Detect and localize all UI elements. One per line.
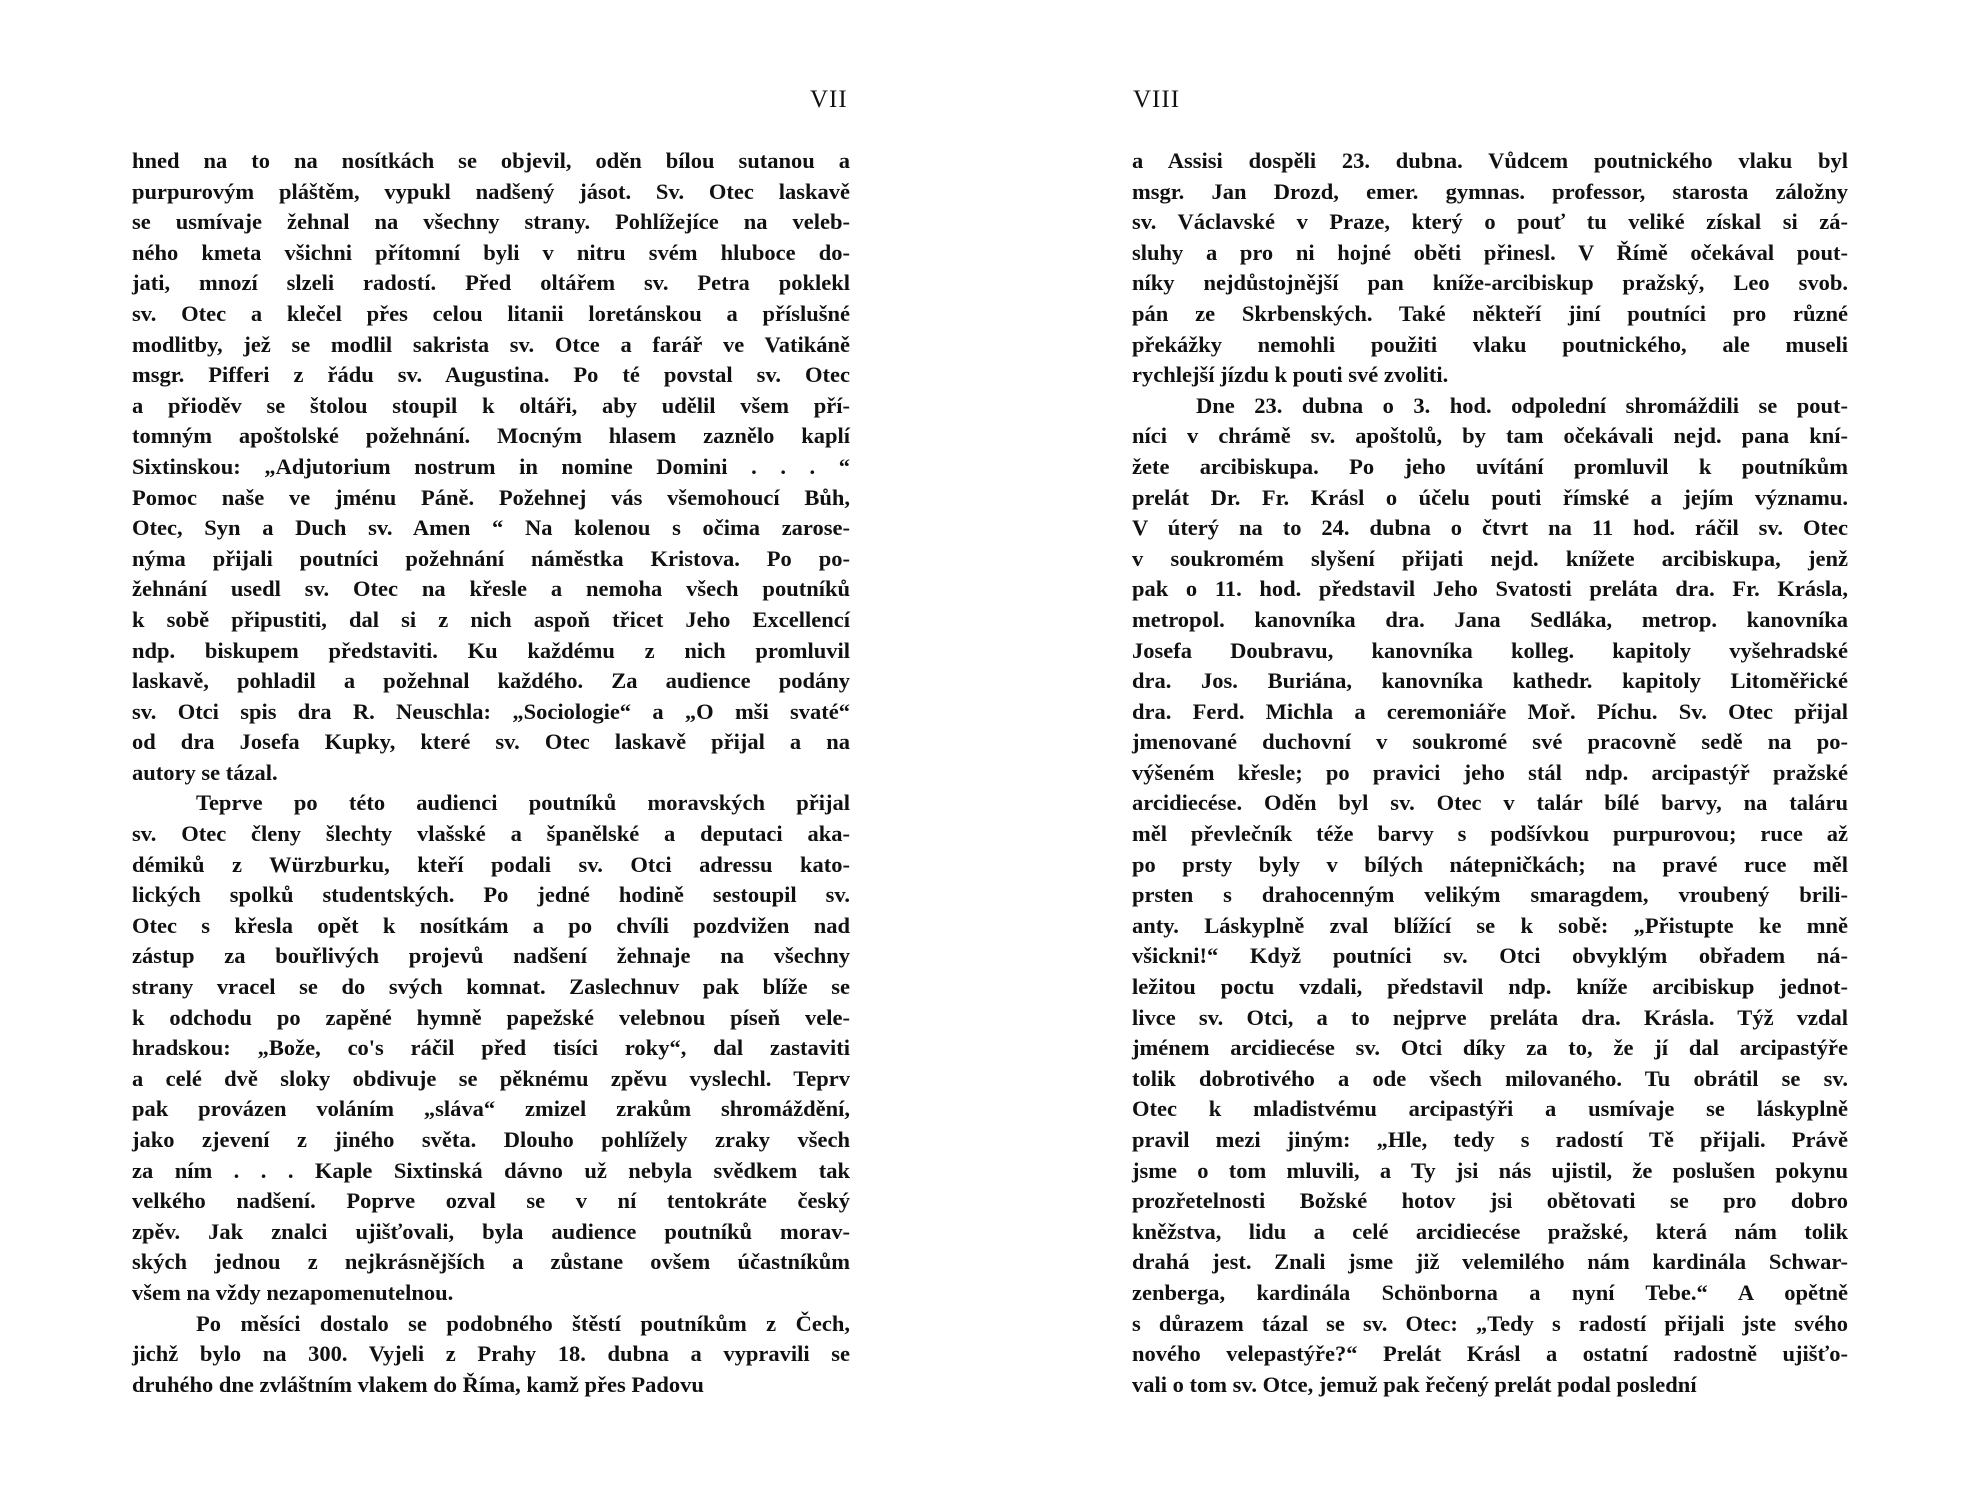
text-line: měl převlečník téže barvy s podšívkou purpurovou; ruce až <box>1132 821 1848 847</box>
text-line: jichž bylo na 300. Vyjeli z Prahy 18. dubna a vypravili se <box>132 1341 850 1367</box>
text-line: vali o tom sv. Otce, jemuž pak řečený prelát podal poslední <box>1132 1371 1697 1397</box>
text-line: dra. Jos. Buriána, kanovníka kathedr. kapitoly Litoměřické <box>1132 668 1848 694</box>
text-line: zástup za bouřlivých projevů nadšení žehnaje na všechny <box>132 943 850 969</box>
text-line: jménem arcidiecése sv. Otci díky za to, že jí dal arcipastýře <box>1132 1035 1848 1061</box>
text-line: msgr. Pifferi z řádu sv. Augustina. Po té povstal sv. Otec <box>132 362 850 388</box>
text-line: sv. Václavské v Praze, který o pouť tu veliké získal si zá- <box>1132 209 1848 235</box>
text-line: a celé dvě sloky obdivuje se pěknému zpěvu vyslechl. Teprv <box>132 1065 850 1091</box>
text-line: níky nejdůstojnější pan kníže-arcibiskup pražský, Leo svob. <box>1132 270 1848 296</box>
text-line: ndp. biskupem představiti. Ku každému z nich promluvil <box>132 637 850 663</box>
text-line: po prsty byly v bílých nátepničkách; na pravé ruce měl <box>1132 851 1848 877</box>
text-line: zpěv. Jak znalci ujišťovali, byla audience poutníků morav- <box>132 1218 850 1244</box>
text-line: msgr. Jan Drozd, emer. gymnas. professor, starosta záložny <box>1132 178 1848 204</box>
text-line: k sobě připustiti, dal si z nich aspoň třicet Jeho Excellencí <box>132 606 850 632</box>
text-line: Dne 23. dubna o 3. hod. odpolední shromáždili se pout- <box>1196 392 1848 418</box>
text-line: se usmívaje žehnal na všechny strany. Pohlížejíce na veleb- <box>132 209 850 235</box>
text-line: k odchodu po zapěné hymně papežské velebnou píseň vele- <box>132 1004 850 1030</box>
page-number: VII <box>810 86 848 113</box>
text-line: Teprve po této audienci poutníků moravských přijal <box>196 790 850 816</box>
text-line: žete arcibiskupa. Po jeho uvítání promluvil k poutníkům <box>1132 453 1848 479</box>
text-line: pak o 11. hod. představil Jeho Svatosti preláta dra. Fr. Krásla, <box>1132 576 1848 602</box>
text-line: hned na to na nosítkách se objevil, oděn bílou sutanou a <box>132 148 850 173</box>
text-line: žehnání usedl sv. Otec na křesle a nemoha všech poutníků <box>132 576 850 602</box>
text-line: prozřetelnosti Božské hotov jsi obětovati se pro dobro <box>1132 1188 1848 1214</box>
text-line: rychlejší jízdu k pouti své zvoliti. <box>1132 362 1449 388</box>
text-line: lických spolků studentských. Po jedné hodině sestoupil sv. <box>132 882 850 908</box>
text-line: zenberga, kardinála Schönborna a nyní Tebe.“ A opětně <box>1132 1279 1848 1305</box>
text-line: za ním . . . Kaple Sixtinská dávno už nebyla svědkem tak <box>132 1157 850 1183</box>
text-line: prsten s drahocenným velikým smaragdem, vroubený brili- <box>1132 882 1848 908</box>
text-line: jako zjevení z jiného světa. Dlouho pohlížely zraky všech <box>132 1127 850 1152</box>
page-text <box>1132 146 1848 1400</box>
text-line: všem na vždy nezapomenutelnou. <box>132 1279 454 1305</box>
text-line: démiků z Würzburku, kteří podali sv. Otci adressu kato- <box>132 851 850 877</box>
text-line: sluhy a pro ni hojné oběti přinesl. V Římě očekával pout- <box>1132 239 1848 265</box>
text-line: jsme o tom mluvili, a Ty jsi nás ujistil, že poslušen pokynu <box>1132 1157 1848 1183</box>
text-line: laskavě, pohladil a požehnal každého. Za audience podány <box>132 668 850 694</box>
text-line: Sixtinskou: „Adjutorium nostrum in nomine Domini . . . “ <box>132 453 850 479</box>
text-line: anty. Láskyplně zval blížící se k sobě: „Přistupte ke mně <box>1132 912 1848 938</box>
text-line: autory se tázal. <box>132 759 278 785</box>
page-number: VIII <box>1133 86 1181 113</box>
text-line: livce sv. Otci, a to nejprve preláta dra. Krásla. Týž vzdal <box>1132 1004 1848 1030</box>
text-line: jati, mnozí slzeli radostí. Před oltářem sv. Petra poklekl <box>132 270 850 296</box>
text-line: strany vracel se do svých komnat. Zaslechnuv pak blíže se <box>132 974 850 1000</box>
text-line: prelát Dr. Fr. Krásl o účelu pouti římské a jejím významu. <box>1132 484 1848 510</box>
text-line: Pomoc naše ve jménu Páně. Požehnej vás všemohoucí Bůh, <box>132 484 850 510</box>
text-line: s důrazem tázal se sv. Otec: „Tedy s radostí přijali jste svého <box>1132 1310 1848 1336</box>
text-line: nýma přijali poutníci požehnání náměstka Kristova. Po po- <box>132 545 850 571</box>
text-line: arcidiecése. Oděn byl sv. Otec v talár bílé barvy, na taláru <box>1132 790 1848 816</box>
text-line: ležitou poctu vzdali, představil ndp. kníže arcibiskup jednot- <box>1132 974 1848 1000</box>
text-line: pán ze Skrbenských. Také někteří jiní poutníci pro různé <box>1132 300 1848 326</box>
text-line: dra. Ferd. Michla a ceremoniáře Moř. Píchu. Sv. Otec přijal <box>1132 698 1848 724</box>
text-line: nového velepastýře?“ Prelát Krásl a ostatní radostně ujišťo- <box>1132 1341 1848 1367</box>
text-line: modlitby, jež se modlil sakrista sv. Otce a farář ve Vatikáně <box>132 331 850 357</box>
text-line: Otec k mladistvému arcipastýři a usmívaje se láskyplně <box>1132 1096 1848 1122</box>
text-line: a Assisi dospěli 23. dubna. Vůdcem poutnického vlaku byl <box>1132 148 1848 173</box>
text-line: Otec, Syn a Duch sv. Amen “ Na kolenou s očima zarose- <box>132 515 850 541</box>
text-line: pak provázen voláním „sláva“ zmizel zrakům shromáždění, <box>132 1096 850 1122</box>
text-line: sv. Otec a klečel přes celou litanii loretánskou a příslušné <box>132 300 850 326</box>
text-line: sv. Otci spis dra R. Neuschla: „Sociologie“ a „O mši svaté“ <box>132 698 850 724</box>
text-line: tomným apoštolské požehnání. Mocným hlasem zaznělo kaplí <box>132 423 850 449</box>
text-line: tolik dobrotivého a ode všech milovaného. Tu obrátil se sv. <box>1132 1065 1848 1091</box>
text-line: od dra Josefa Kupky, které sv. Otec laskavě přijal a na <box>132 729 850 755</box>
text-line: výšeném křesle; po pravici jeho stál ndp. arcipastýř pražské <box>1132 759 1848 785</box>
text-line: překážky nemohli použiti vlaku poutnického, ale museli <box>1132 331 1848 357</box>
right-page <box>985 0 1970 1501</box>
text-line: ného kmeta všichni přítomní byli v nitru svém hluboce do- <box>132 239 850 265</box>
text-line: druhého dne zvláštním vlakem do Říma, kamž přes Padovu <box>132 1371 704 1397</box>
text-line: Po měsíci dostalo se podobného štěstí poutníkům z Čech, <box>196 1310 850 1336</box>
text-line: ských jednou z nejkrásnějších a zůstane ovšem účastníkům <box>132 1249 850 1275</box>
text-line: velkého nadšení. Poprve ozval se v ní tentokráte český <box>132 1188 850 1214</box>
text-line: purpurovým pláštěm, vypukl nadšený jásot. Sv. Otec laskavě <box>132 178 850 204</box>
text-line: V úterý na to 24. dubna o čtvrt na 11 hod. ráčil sv. Otec <box>1132 515 1848 541</box>
text-line: jmenované duchovní v soukromé své pracovně sedě na po- <box>1132 729 1848 755</box>
text-line: sv. Otec členy šlechty vlašské a španělské a deputaci aka- <box>132 821 850 847</box>
text-line: metropol. kanovníka dra. Jana Sedláka, metrop. kanovníka <box>1132 606 1848 632</box>
text-line: v soukromém slyšení přijati nejd. knížete arcibiskupa, jenž <box>1132 545 1848 571</box>
text-line: pravil mezi jiným: „Hle, tedy s radostí Tě přijali. Právě <box>1132 1127 1848 1152</box>
text-line: Otec s křesla opět k nosítkám a po chvíli pozdvižen nad <box>132 912 850 938</box>
text-line: hradskou: „Bože, co's ráčil před tisíci roky“, dal zastaviti <box>132 1035 850 1061</box>
text-line: kněžstva, lidu a celé arcidiecése pražské, která nám tolik <box>1132 1218 1848 1244</box>
text-line: všickni!“ Když poutníci sv. Otci obvyklým obřadem ná- <box>1132 943 1848 969</box>
text-line: a přioděv se štolou stoupil k oltáři, aby udělil všem pří- <box>132 392 850 418</box>
text-line: drahá jest. Znali jsme již velemilého nám kardinála Schwar- <box>1132 1249 1848 1275</box>
text-line: níci v chrámě sv. apoštolů, by tam očekávali nejd. pana kní- <box>1132 423 1848 449</box>
page-text <box>132 146 850 1400</box>
text-line: Josefa Doubravu, kanovníka kolleg. kapitoly vyšehradské <box>1132 637 1848 663</box>
